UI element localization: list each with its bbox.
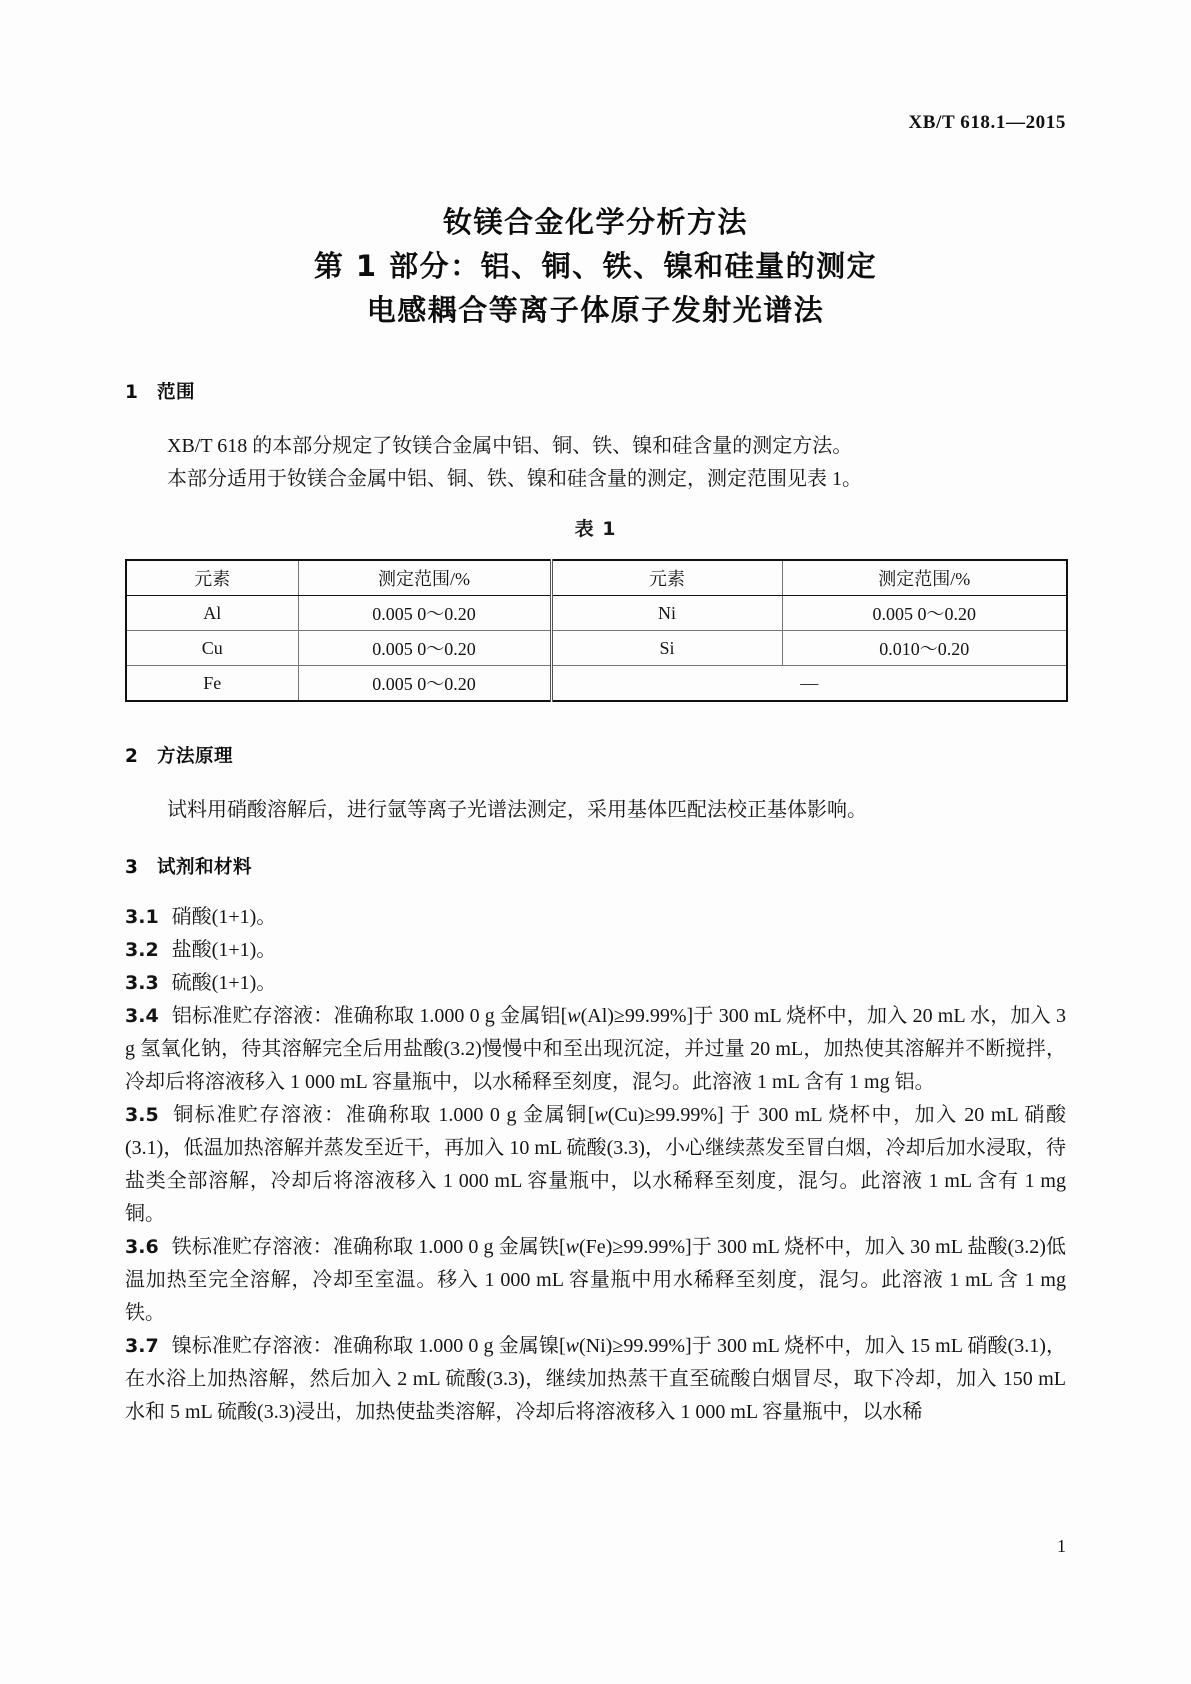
subclause-3-6-text-a: 铁标准贮存溶液：准确称取 1.000 0 g 金属铁[ xyxy=(171,1236,566,1258)
table-cell-range: 0.005 0～0.20 xyxy=(298,631,551,666)
clause-2-heading xyxy=(125,742,1066,768)
subclause-3-1-number: 3.1 xyxy=(125,906,159,928)
subclause-3-3 xyxy=(125,967,1066,1000)
table-cell-range: 0.005 0～0.20 xyxy=(298,666,551,702)
table-cell-element: Si xyxy=(551,631,782,666)
table-cell-merged-dash: — xyxy=(551,666,1067,702)
subclause-3-6-number: 3.6 xyxy=(125,1236,159,1258)
table-cell-range: 0.005 0～0.20 xyxy=(298,596,551,631)
subclause-3-4-text-a: 铝标准贮存溶液：准确称取 1.000 0 g 金属铝[ xyxy=(171,1005,568,1027)
clause-1-title: 范围 xyxy=(157,382,196,403)
subclause-3-2-number: 3.2 xyxy=(125,939,159,961)
page-number: 1 xyxy=(1057,1536,1066,1556)
subclause-3-7-symbol: w xyxy=(565,1335,580,1357)
subclause-3-4-number: 3.4 xyxy=(125,1005,159,1027)
subclause-3-5-symbol: w xyxy=(594,1104,608,1126)
subclause-3-5-number: 3.5 xyxy=(125,1104,159,1126)
table-header-element-left: 元素 xyxy=(126,560,298,596)
table-cell-range: 0.005 0～0.20 xyxy=(782,596,1067,631)
clause-2-number: 2 xyxy=(125,746,139,767)
subclause-3-4 xyxy=(125,1000,1066,1099)
clause-1-number: 1 xyxy=(125,382,139,403)
subclause-3-3-text: 硫酸(1+1)。 xyxy=(171,972,277,994)
subclause-3-3-number: 3.3 xyxy=(125,972,159,994)
subclause-3-7-text-a: 镍标准贮存溶液：准确称取 1.000 0 g 金属镍[ xyxy=(171,1335,566,1357)
table-row xyxy=(126,596,1067,631)
table-header-range-right: 测定范围/% xyxy=(782,560,1067,596)
title-line-1: 钕镁合金化学分析方法 xyxy=(442,205,748,239)
subclause-3-4-symbol: w xyxy=(567,1005,581,1027)
table-1-caption: 表 1 xyxy=(574,518,617,540)
standard-code: XB/T 618.1—2015 xyxy=(908,112,1066,133)
table-cell-element: Cu xyxy=(126,631,298,666)
clause-1-paragraph-2: 本部分适用于钕镁合金属中铝、铜、铁、镍和硅含量的测定，测定范围见表 1。 xyxy=(167,468,862,490)
table-cell-element: Al xyxy=(126,596,298,631)
table-header-element-right: 元素 xyxy=(551,560,782,596)
subclause-3-7-text-b: (Ni)≥99.99%]于 300 mL 烧杯中，加入 15 mL 硝酸(3.1)，在水浴上加热溶解，然后加入 2 mL 硫酸(3.3)，继续加热蒸干直至硫酸白烟冒尽，取下冷却，加入 150 mL 水和 5 mL 硫酸(3.3)浸出，加热使盐类溶解，冷却后将溶液移入 1 000 mL 容量瓶中，以水稀 xyxy=(125,1335,1066,1423)
subclause-3-2 xyxy=(125,934,1066,967)
clause-2-title: 方法原理 xyxy=(157,746,234,767)
title-line-2: 第 1 部分：铝、铜、铁、镍和硅量的测定 xyxy=(313,249,878,283)
subclause-3-5-text-a: 铜标准贮存溶液：准确称取 1.000 0 g 金属铜[ xyxy=(171,1104,595,1126)
document-body xyxy=(125,378,1066,1429)
page-footer xyxy=(125,1536,1066,1557)
clause-3-heading xyxy=(125,853,1066,879)
subclause-3-5-text-b: (Cu)≥99.99%] 于 300 mL 烧杯中，加入 20 mL 硝酸(3.1)，低温加热溶解并蒸发至近干，再加入 10 mL 硫酸(3.3)，小心继续蒸发至冒白烟，冷却后加水浸取，待盐类全部溶解，冷却后将溶液移入 1 000 mL 容量瓶中，以水稀释至刻度，混匀。此溶液 1 mL 含有 1 mg 铜。 xyxy=(125,1104,1066,1225)
table-row xyxy=(126,631,1067,666)
subclause-3-6 xyxy=(125,1231,1066,1330)
subclause-3-2-text: 盐酸(1+1)。 xyxy=(171,939,277,961)
table-1 xyxy=(125,559,1068,702)
clause-2-paragraph-1: 试料用硝酸溶解后，进行氩等离子光谱法测定，采用基体匹配法校正基体影响。 xyxy=(167,799,867,821)
table-cell-range: 0.010～0.20 xyxy=(782,631,1067,666)
table-cell-element: Ni xyxy=(551,596,782,631)
subclause-3-7-number: 3.7 xyxy=(125,1335,159,1357)
subclause-3-4-text-b: (Al)≥99.99%]于 300 mL 烧杯中，加入 20 mL 水，加入 3 g 氢氧化钠，待其溶解完全后用盐酸(3.2)慢慢中和至出现沉淀，并过量 20 mL，加热使其溶解并不断搅拌，冷却后将溶液移入 1 000 mL 容量瓶中，以水稀释至刻度，混匀。此溶液 1 mL 含有 1 mg 铝。 xyxy=(125,1005,1066,1093)
page-header xyxy=(125,112,1066,142)
clause-1-heading xyxy=(125,378,1066,404)
document-title xyxy=(125,200,1066,332)
table-header-range-left: 测定范围/% xyxy=(298,560,551,596)
subclause-3-1-text: 硝酸(1+1)。 xyxy=(171,906,277,928)
subclause-3-7 xyxy=(125,1330,1066,1429)
subclause-3-6-symbol: w xyxy=(565,1236,580,1258)
subclause-3-6-text-b: (Fe)≥99.99%]于 300 mL 烧杯中，加入 30 mL 盐酸(3.2)低温加热至完全溶解，冷却至室温。移入 1 000 mL 容量瓶中用水稀释至刻度，混匀。此溶液 1 mL 含 1 mg 铁。 xyxy=(125,1236,1066,1324)
table-row-header xyxy=(126,560,1067,596)
table-cell-element: Fe xyxy=(126,666,298,702)
subclause-3-1 xyxy=(125,901,1066,934)
table-row xyxy=(126,666,1067,702)
title-line-3: 电感耦合等离子体原子发射光谱法 xyxy=(366,293,825,327)
clause-3-number: 3 xyxy=(125,857,139,878)
subclause-3-5 xyxy=(125,1099,1066,1231)
clause-1-paragraph-1: XB/T 618 的本部分规定了钕镁合金属中铝、铜、铁、镍和硅含量的测定方法。 xyxy=(167,435,853,457)
clause-3-title: 试剂和材料 xyxy=(157,857,253,878)
